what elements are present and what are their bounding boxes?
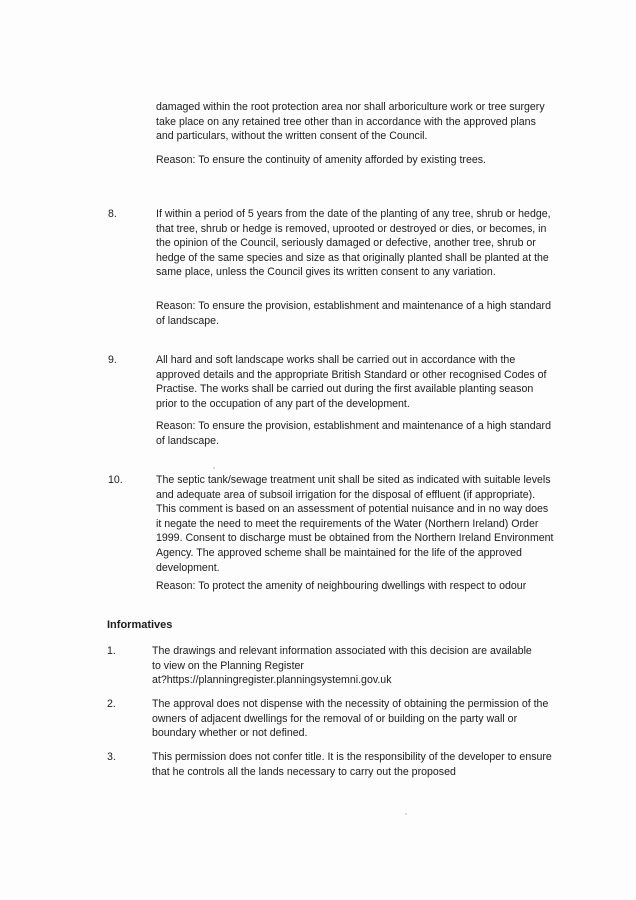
condition-7-reason: Reason: To ensure the continuity of amenity afforded by existing trees. <box>156 154 486 166</box>
condition-8-number: 8. <box>108 208 117 220</box>
condition-8-reason: Reason: To ensure the provision, establishment and maintenance of a high standard of landscape. <box>156 300 551 327</box>
informative-3-text: This permission does not confer title. It is the responsibility of the developer to ensure that he controls all the lands necessary to carry out the proposed <box>152 751 552 778</box>
condition-10-reason: Reason: To protect the amenity of neighbouring dwellings with respect to odour <box>156 580 527 592</box>
informative-1-line-1: The drawings and relevant information associated with this decision are available <box>152 645 532 657</box>
condition-10-number: 10. <box>108 474 123 486</box>
informative-1-number: 1. <box>107 645 116 657</box>
informative-1-line-2: to view on the Planning Register <box>152 659 304 672</box>
informative-1-register-link[interactable]: at?https://planningregister.planningsystemni.gov.uk <box>152 674 392 687</box>
scan-speck <box>213 467 215 469</box>
informatives-heading: Informatives <box>107 619 173 631</box>
condition-10-text: The septic tank/sewage treatment unit shall be sited as indicated with suitable levels and adequate area of subsoil irrigation for the disposal of effluent (if appropriate). This comment is based on an assessment of potential nuisance and in no way does it negate the need to meet the requirements of the Water (Northern Ireland) Order 1999. Consent to discharge must be obtained from the Northern Ireland Environment Agency. The approved scheme shall be maintained for the life of the approved development. <box>156 474 554 574</box>
scan-speck <box>405 813 407 815</box>
informative-2-number: 2. <box>107 698 116 710</box>
informative-1-text <box>152 644 562 688</box>
condition-9-text: All hard and soft landscape works shall be carried out in accordance with the approved details and the appropriate British Standard or other recognised Codes of Practise. The works shall be carried out during the first available planting season prior to the occupation of any part of the development. <box>156 354 547 410</box>
informative-3-number: 3. <box>107 751 116 763</box>
condition-7-continued-text: damaged within the root protection area nor shall arboriculture work or tree surgery take place on any retained tree other than in accordance with the approved plans and particulars, without the written consent of the Council. <box>156 101 545 143</box>
condition-9-number: 9. <box>108 354 117 366</box>
condition-8-text: If within a period of 5 years from the date of the planting of any tree, shrub or hedge, that tree, shrub or hedge is removed, uprooted or destroyed or dies, or becomes, in the opinion of the Council, seriously damaged or defective, another tree, shrub or hedge of the same species and size as that originally planted shall be planted at the same place, unless the Council gives its written consent to any variation. <box>156 208 551 279</box>
informative-2-text: The approval does not dispense with the necessity of obtaining the permission of the owners of adjacent dwellings for the removal of or building on the party wall or boundary whether or not defined. <box>152 698 549 740</box>
condition-9-reason: Reason: To ensure the provision, establishment and maintenance of a high standard of landscape. <box>156 420 551 447</box>
